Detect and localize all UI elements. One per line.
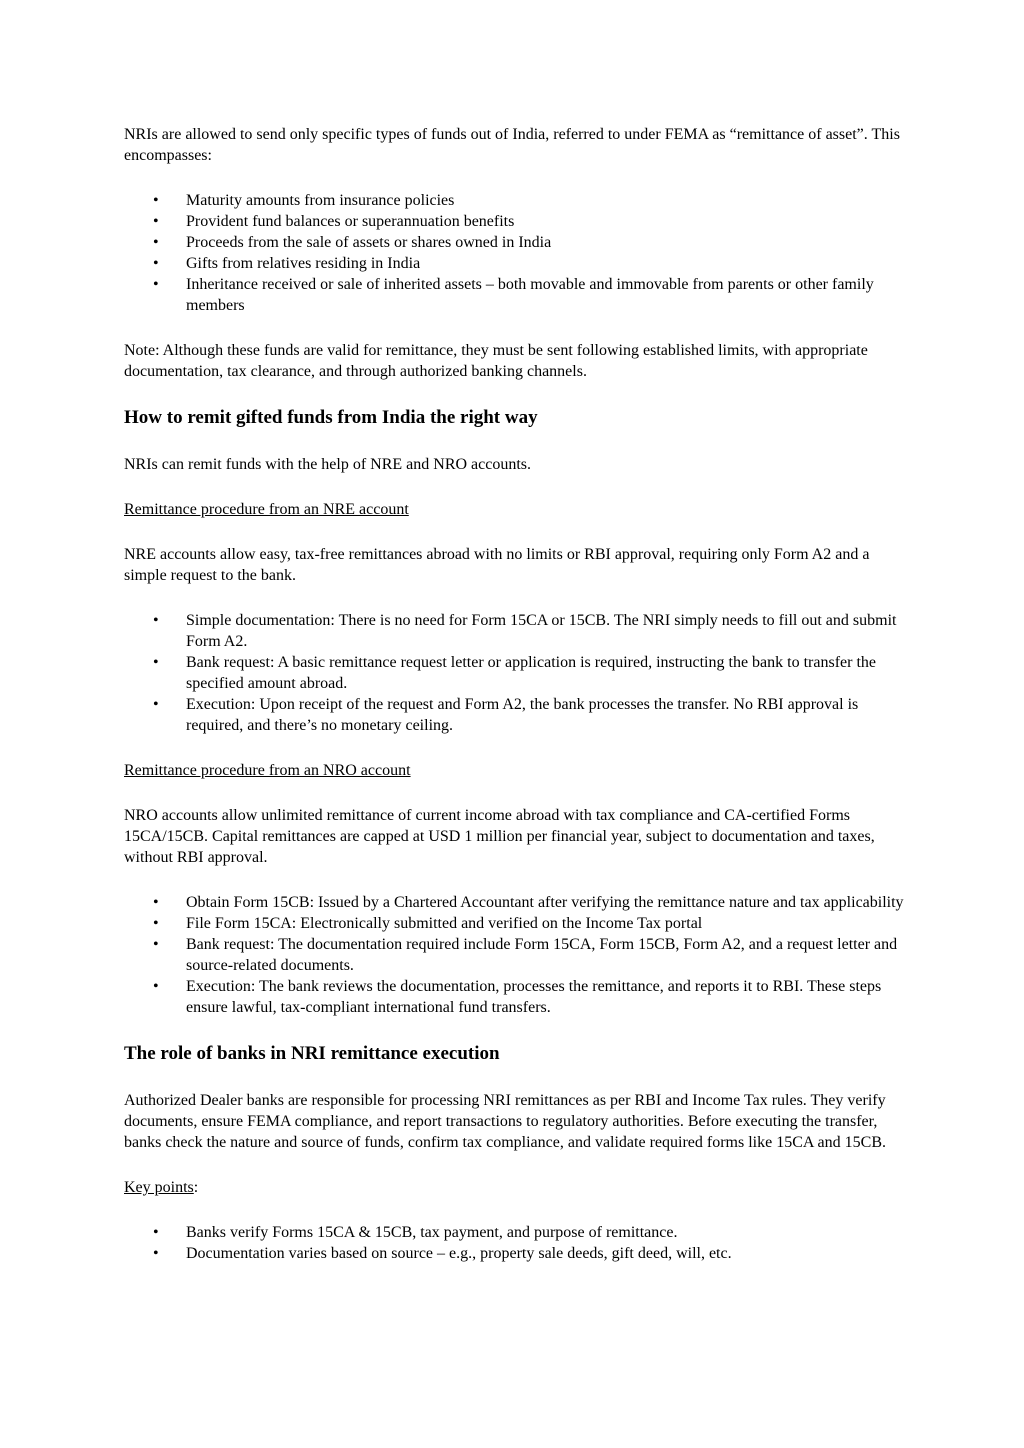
nro-subheading: Remittance procedure from an NRO account [124,762,411,779]
section-heading-role-of-banks: The role of banks in NRI remittance execution [124,1043,500,1064]
intro-paragraph: NRIs are allowed to send only specific types of funds out of India, referred to under FEMA as “remittance of asset”. This encompasses: [124,126,900,164]
list-item: • Proceeds from the sale of assets or shares owned in India [124,232,904,253]
document-page [124,124,904,1288]
list-item: • Inheritance received or sale of inherited assets – both movable and immovable from parents or other family members [124,274,904,316]
list-item: • Execution: Upon receipt of the request and Form A2, the bank processes the transfer. No RBI approval is required, and there’s no monetary ceiling. [124,694,904,736]
banks-paragraph: Authorized Dealer banks are responsible for processing NRI remittances as per RBI and Income Tax rules. They verify documents, ensure FEMA compliance, and report transactions to regulatory authorities. Before executing the transfer, banks check the nature and source of funds, confirm tax compliance, and validate required forms like 15CA and 15CB. [124,1092,886,1151]
nre-subheading: Remittance procedure from an NRE account [124,501,409,518]
section1-intro-paragraph: NRIs can remit funds with the help of NRE and NRO accounts. [124,456,532,473]
nre-paragraph: NRE accounts allow easy, tax-free remittances abroad with no limits or RBI approval, requiring only Form A2 and a simple request to the bank. [124,546,870,584]
section-heading-remit-gifted-funds: How to remit gifted funds from India the right way [124,407,538,428]
nre-steps-list [124,610,904,736]
list-item: • Bank request: The documentation required include Form 15CA, Form 15CB, Form A2, and a request letter and source-related documents. [124,934,904,976]
list-item: • Provident fund balances or superannuation benefits [124,211,904,232]
list-item: • Banks verify Forms 15CA & 15CB, tax payment, and purpose of remittance. [124,1222,904,1243]
list-item: • Bank request: A basic remittance request letter or application is required, instructing the bank to transfer the specified amount abroad. [124,652,904,694]
list-item: • Maturity amounts from insurance policies [124,190,904,211]
list-item: • Execution: The bank reviews the documentation, processes the remittance, and reports it to RBI. These steps ensure lawful, tax-compliant international fund transfers. [124,976,904,1018]
key-points-text: Key points [124,1179,194,1196]
list-item: • File Form 15CA: Electronically submitted and verified on the Income Tax portal [124,913,904,934]
list-item: • Simple documentation: There is no need for Form 15CA or 15CB. The NRI simply needs to fill out and submit Form A2. [124,610,904,652]
key-points-colon: : [193,1179,199,1196]
key-points-label [124,1177,904,1198]
asset-types-list [124,190,904,316]
nro-paragraph: NRO accounts allow unlimited remittance of current income abroad with tax compliance and CA-certified Forms 15CA/15CB. Capital remittances are capped at USD 1 million per financial year, subject to documentation and taxes, without RBI approval. [124,807,875,866]
list-item: • Gifts from relatives residing in India [124,253,904,274]
list-item: • Obtain Form 15CB: Issued by a Chartered Accountant after verifying the remittance nature and tax applicability [124,892,904,913]
list-item: • Documentation varies based on source – e.g., property sale deeds, gift deed, will, etc. [124,1243,904,1264]
note-paragraph: Note: Although these funds are valid for remittance, they must be sent following established limits, with appropriate documentation, tax clearance, and through authorized banking channels. [124,342,868,380]
nro-steps-list [124,892,904,1018]
key-points-list [124,1222,904,1264]
